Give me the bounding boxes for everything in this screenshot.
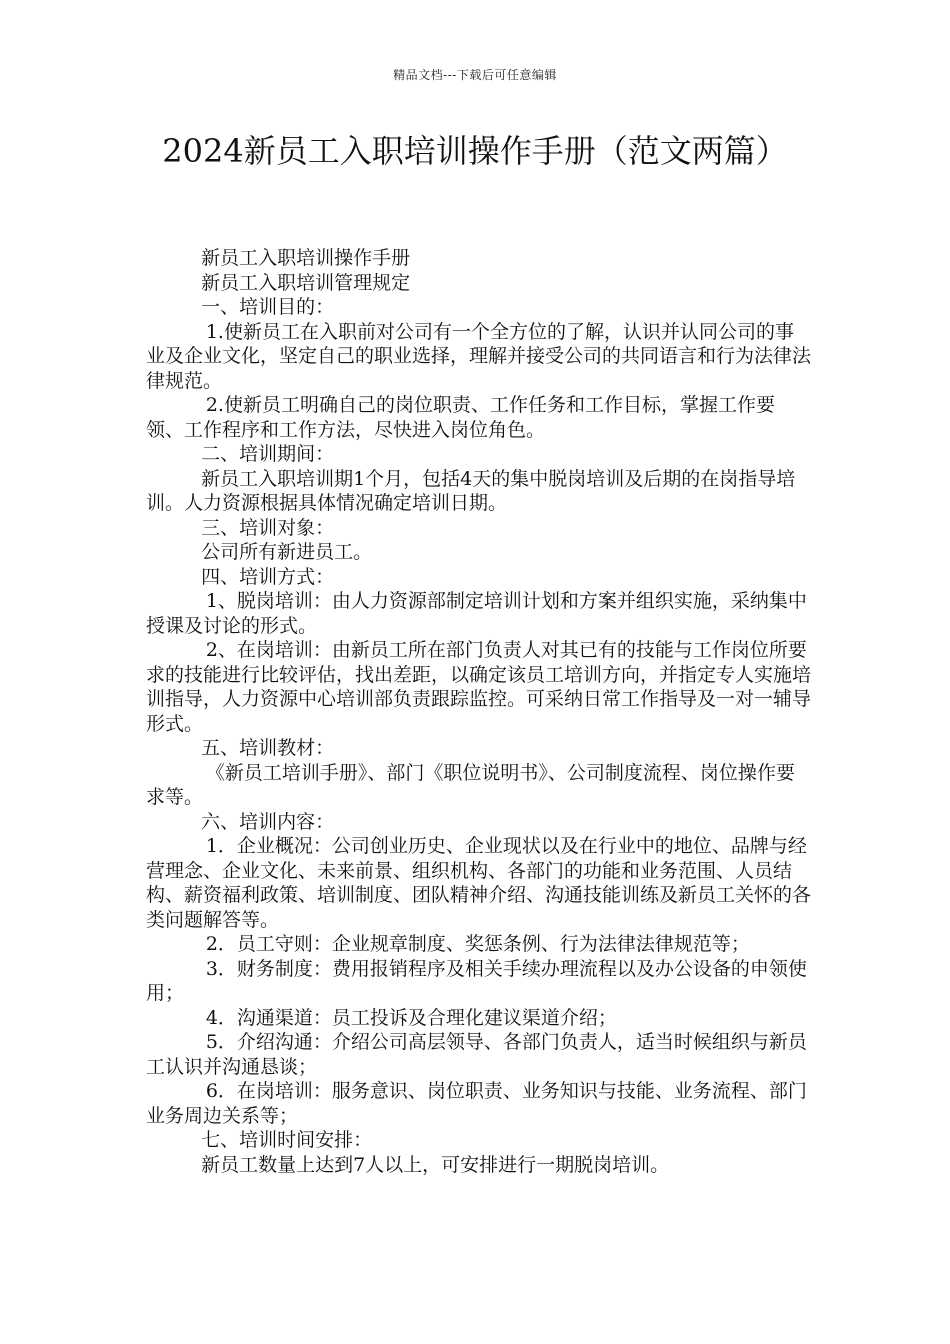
- section-heading: 一、培训目的：: [201, 296, 335, 318]
- paragraph: 6．在岗培训：服务意识、岗位职责、业务知识与技能、业务流程、部门业务周边关系等；: [146, 1080, 807, 1127]
- paragraph: 1．企业概况：公司创业历史、企业现状以及在行业中的地位、品牌与经营理念、企业文化、未来前景、组织机构、各部门的功能和业务范围、人员结构、薪资福利政策、培训制度、团队精神介绍、沟通技能训练及新员工关怀的各类问题解答等。: [146, 835, 812, 931]
- section-heading: 四、培训方式：: [201, 565, 335, 588]
- paragraph: 2.使新员工明确自己的岗位职责、工作任务和工作目标，掌握工作要领、工作程序和工作方法，尽快进入岗位角色。: [146, 394, 775, 441]
- section-heading: 五、培训教材：: [201, 737, 335, 759]
- paragraph: 新员工入职培训管理规定: [201, 271, 411, 294]
- header-note: 精品文档---下载后可任意编辑: [393, 68, 557, 82]
- section-heading: 三、培训对象：: [201, 516, 335, 539]
- paragraph: 2．员工守则：企业规章制度、奖惩条例、行为法律法律规范等；: [205, 933, 750, 955]
- paragraph: 公司所有新进员工。: [201, 541, 373, 563]
- paragraph: 《新员工培训手册》、部门《职位说明书》、公司制度流程、岗位操作要求等。: [146, 761, 795, 808]
- paragraph: 新员工数量上达到7人以上，可安排进行一期脱岗培训。: [201, 1153, 670, 1176]
- paragraph: 5．介绍沟通：介绍公司高层领导、各部门负责人，适当时候组织与新员工认识并沟通恳谈；: [146, 1031, 807, 1078]
- document-body: [146, 246, 812, 1177]
- document-title: 2024新员工入职培训操作手册（范文两篇）: [162, 132, 788, 170]
- section-heading: 二、培训期间：: [201, 443, 335, 465]
- paragraph: 新员工入职培训操作手册: [201, 247, 411, 269]
- section-heading: 七、培训时间安排：: [201, 1129, 373, 1151]
- section-heading: 六、培训内容：: [201, 810, 335, 833]
- paragraph: 3．财务制度：费用报销程序及相关手续办理流程以及办公设备的申领使用；: [146, 957, 807, 1004]
- paragraph: 2、在岗培训：由新员工所在部门负责人对其已有的技能与工作岗位所要求的技能进行比较评估，找出差距，以确定该员工培训方向，并指定专人实施培训指导，人力资源中心培训部负责跟踪监控。可采纳日常工作指导及一对一辅导形式。: [146, 639, 812, 735]
- paragraph: 新员工入职培训期1个月，包括4天的集中脱岗培训及后期的在岗指导培训。人力资源根据具体情况确定培训日期。: [146, 467, 796, 514]
- paragraph: 1.使新员工在入职前对公司有一个全方位的了解，认识并认同公司的事业及企业文化，坚定自己的职业选择，理解并接受公司的共同语言和行为法律法律规范。: [146, 320, 812, 392]
- paragraph: 1、脱岗培训：由人力资源部制定培训计划和方案并组织实施，采纳集中授课及讨论的形式。: [146, 590, 807, 637]
- paragraph: 4．沟通渠道：员工投诉及合理化建议渠道介绍；: [205, 1006, 617, 1029]
